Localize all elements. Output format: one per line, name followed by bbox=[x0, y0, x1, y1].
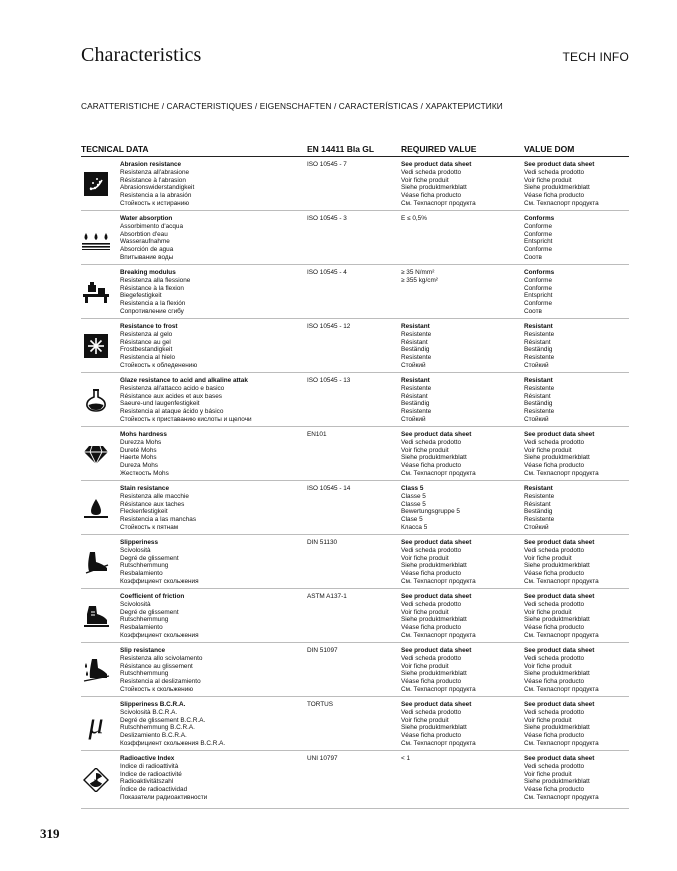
cell-line: См. Техпаспорт продукта bbox=[524, 631, 599, 639]
table-row bbox=[81, 751, 629, 809]
cell-line: Véase ficha producto bbox=[524, 786, 585, 794]
cell-line: Siehe produktmerkblatt bbox=[401, 454, 467, 462]
table-row bbox=[81, 265, 629, 319]
cell-line: ISO 10545 - 12 bbox=[307, 323, 351, 330]
cell-line: Siehe produktmerkblatt bbox=[524, 454, 590, 462]
cell-line: Degré de glissement bbox=[120, 608, 179, 616]
cell-line: Vedi scheda prodotto bbox=[401, 654, 462, 662]
row-standard-cell bbox=[307, 755, 338, 763]
cell-line: Voir fiche produit bbox=[401, 554, 449, 562]
cell-line: Vedi scheda prodotto bbox=[524, 438, 585, 446]
cell-line: See product data sheet bbox=[401, 701, 472, 708]
row-value-dom-cell bbox=[524, 485, 554, 532]
cell-line: ISO 10545 - 14 bbox=[307, 485, 351, 492]
cell-line: Glaze resistance to acid and alkaline attak bbox=[120, 377, 248, 384]
cell-line: Vedi scheda prodotto bbox=[524, 546, 585, 554]
cell-line: Resistente bbox=[401, 354, 432, 362]
cell-line: Wasseraufnahme bbox=[120, 238, 170, 246]
row-name-cell bbox=[120, 593, 199, 640]
cell-line: Voir fiche produit bbox=[524, 554, 572, 562]
cell-line: Siehe produktmerkblatt bbox=[524, 778, 590, 786]
cell-line: Voir fiche produit bbox=[524, 716, 572, 724]
cell-line: См. Техпаспорт продукта bbox=[524, 199, 599, 207]
row-standard-cell bbox=[307, 485, 350, 493]
cell-line: Показатели радиоактивности bbox=[120, 793, 208, 801]
row-value-dom-cell bbox=[524, 269, 554, 316]
row-standard-cell bbox=[307, 647, 338, 655]
cell-line: Véase ficha producto bbox=[524, 732, 585, 740]
cell-line: Assorbimento d'acqua bbox=[120, 222, 184, 230]
cell-line: Resistenza al gelo bbox=[120, 330, 173, 338]
cell-line: Conforme bbox=[524, 276, 553, 284]
row-required-value-cell bbox=[401, 161, 476, 208]
cell-line: Véase ficha producto bbox=[524, 678, 585, 686]
cell-line: Сопротивление сгибу bbox=[120, 307, 184, 315]
cell-line: Vedi scheda prodotto bbox=[401, 708, 462, 716]
row-required-value-cell bbox=[401, 269, 438, 285]
cell-line: Radioaktivitätszahl bbox=[120, 778, 174, 786]
cell-line: Conforme bbox=[524, 284, 553, 292]
cell-line: Conforme bbox=[524, 222, 553, 230]
cell-line: See product data sheet bbox=[401, 431, 472, 438]
cell-line: Résistant bbox=[524, 392, 551, 400]
cell-line: Коэффициент скольжения bbox=[120, 631, 199, 639]
cell-line: ASTM A137-1 bbox=[307, 593, 347, 600]
cell-line: Durezza Mohs bbox=[120, 438, 162, 446]
cell-line: Resistente bbox=[524, 384, 555, 392]
cell-line: См. Техпаспорт продукта bbox=[401, 631, 476, 639]
cell-line: Classe 5 bbox=[401, 492, 426, 500]
mu-symbol-icon bbox=[81, 707, 111, 740]
cell-line: See product data sheet bbox=[524, 755, 595, 762]
cell-line: См. Техпаспорт продукта bbox=[524, 469, 599, 477]
cell-line: Deslizamiento B.C.R.A. bbox=[120, 732, 187, 740]
cell-line: Resistance to frost bbox=[120, 323, 178, 330]
cell-line: Resistente bbox=[401, 384, 432, 392]
cell-line: Entspricht bbox=[524, 238, 553, 246]
cell-line: Degré de glissement bbox=[120, 554, 179, 562]
cell-line: See product data sheet bbox=[401, 539, 472, 546]
cell-line: Resistant bbox=[524, 485, 553, 492]
cell-line: See product data sheet bbox=[524, 431, 595, 438]
cell-line: Впитывание воды bbox=[120, 253, 174, 261]
cell-line: Стойкость к приставанию кислоты и щелочи bbox=[120, 415, 252, 423]
cell-line: Scivolosità bbox=[120, 546, 151, 554]
cell-line: Resistencia al deslizamiento bbox=[120, 678, 201, 686]
row-value-dom-cell bbox=[524, 593, 599, 640]
cell-line: Класса 5 bbox=[401, 523, 428, 531]
cell-line: Conforme bbox=[524, 246, 553, 254]
cell-line: Scivolosità bbox=[120, 600, 151, 608]
row-value-dom-cell bbox=[524, 539, 599, 586]
characteristics-table bbox=[81, 144, 629, 809]
cell-line: Bewertungsgruppe 5 bbox=[401, 508, 460, 516]
cell-line: Resistant bbox=[401, 323, 430, 330]
cell-line: Vedi scheda prodotto bbox=[524, 708, 585, 716]
cell-line: Véase ficha producto bbox=[524, 570, 585, 578]
row-name-cell bbox=[120, 377, 252, 424]
cell-line: Resistencia a las manchas bbox=[120, 516, 197, 524]
cell-line: Véase ficha producto bbox=[524, 192, 585, 200]
row-name-cell bbox=[120, 485, 196, 532]
row-value-dom-cell bbox=[524, 377, 554, 424]
cell-line: Frostbestandigkeit bbox=[120, 346, 173, 354]
cell-line: См. Техпаспорт продукта bbox=[524, 793, 599, 801]
cell-line: Resistente bbox=[524, 516, 555, 524]
cell-line: Clase 5 bbox=[401, 516, 423, 524]
cell-line: Véase ficha producto bbox=[401, 570, 462, 578]
cell-line: Radioactive Index bbox=[120, 755, 175, 762]
cell-line: Voir fiche produit bbox=[401, 608, 449, 616]
cell-line: Siehe produktmerkblatt bbox=[401, 724, 467, 732]
cell-line: Absorbtion d'eau bbox=[120, 230, 168, 238]
cell-line: Siehe produktmerkblatt bbox=[524, 616, 590, 624]
cell-line: Resistenza alla flessione bbox=[120, 276, 191, 284]
cell-line: Resistente bbox=[524, 330, 555, 338]
cell-line: Resistenza allo scivolamento bbox=[120, 654, 203, 662]
row-name-cell bbox=[120, 215, 183, 262]
column-header-required-value: REQUIRED VALUE bbox=[401, 144, 477, 154]
cell-line: Conforms bbox=[524, 215, 555, 222]
cell-line: Resistente bbox=[524, 492, 555, 500]
cell-line: Vedi scheda prodotto bbox=[401, 600, 462, 608]
cell-line: Entspricht bbox=[524, 292, 553, 300]
row-value-dom-cell bbox=[524, 755, 599, 802]
cell-line: Véase ficha producto bbox=[524, 624, 585, 632]
row-standard-cell bbox=[307, 593, 347, 601]
row-value-dom-cell bbox=[524, 161, 599, 208]
cell-line: См. Техпаспорт продукта bbox=[401, 739, 476, 747]
cell-line: ≥ 35 N/mm² bbox=[401, 269, 435, 276]
cell-line: Biegefestigkeit bbox=[120, 292, 162, 300]
cell-line: Стойкий bbox=[401, 415, 426, 423]
row-standard-cell bbox=[307, 215, 347, 223]
row-name-cell bbox=[120, 161, 194, 208]
row-standard-cell bbox=[307, 539, 337, 547]
diamond-icon bbox=[81, 442, 111, 466]
cell-line: Water absorption bbox=[120, 215, 173, 222]
cell-line: Voir fiche produit bbox=[524, 662, 572, 670]
cell-line: Жесткость Mohs bbox=[120, 469, 169, 477]
cell-line: См. Техпаспорт продукта bbox=[524, 685, 599, 693]
cell-line: Abrasion resistance bbox=[120, 161, 182, 168]
column-header-technical-data: TECNICAL DATA bbox=[81, 144, 149, 154]
cell-line: EN101 bbox=[307, 431, 327, 438]
table-row bbox=[81, 157, 629, 211]
cell-line: ISO 10545 - 3 bbox=[307, 215, 347, 222]
row-required-value-cell bbox=[401, 539, 476, 586]
cell-line: Resistant bbox=[524, 377, 553, 384]
cell-line: Beständig bbox=[524, 508, 553, 516]
cell-line: Breaking modulus bbox=[120, 269, 176, 276]
cell-line: Degré de glissement B.C.R.A. bbox=[120, 716, 206, 724]
wet-foot-icon bbox=[81, 658, 111, 682]
acid-flask-icon bbox=[81, 388, 111, 412]
cell-line: Resbalamiento bbox=[120, 624, 163, 632]
table-row bbox=[81, 481, 629, 535]
cell-line: See product data sheet bbox=[524, 593, 595, 600]
cell-line: Mohs hardness bbox=[120, 431, 167, 438]
row-name-cell bbox=[120, 647, 202, 694]
cell-line: See product data sheet bbox=[401, 647, 472, 654]
cell-line: Résistant bbox=[401, 338, 428, 346]
cell-line: Voir fiche produit bbox=[524, 608, 572, 616]
cell-line: DIN 51097 bbox=[307, 647, 338, 654]
radioactive-icon bbox=[81, 768, 111, 792]
row-standard-cell bbox=[307, 269, 347, 277]
cell-line: См. Техпаспорт продукта bbox=[401, 577, 476, 585]
cell-line: Slipperiness B.C.R.A. bbox=[120, 701, 186, 708]
cell-line: Conforme bbox=[524, 300, 553, 308]
cell-line: Resistente bbox=[401, 408, 432, 416]
cell-line: UNI 10797 bbox=[307, 755, 338, 762]
cell-line: Véase ficha producto bbox=[401, 624, 462, 632]
cell-line: Vedi scheda prodotto bbox=[401, 168, 462, 176]
cell-line: Voir fiche produit bbox=[401, 446, 449, 454]
column-header-standard: EN 14411 Bla GL bbox=[307, 144, 375, 154]
cell-line: Siehe produktmerkblatt bbox=[401, 184, 467, 192]
cell-line: ≥ 355 kg/cm² bbox=[401, 276, 438, 284]
cell-line: Vedi scheda prodotto bbox=[524, 762, 585, 770]
cell-line: Résistance à l'abrasion bbox=[120, 176, 186, 184]
cell-line: Résistance aux taches bbox=[120, 500, 185, 508]
row-required-value-cell bbox=[401, 431, 476, 478]
row-value-dom-cell bbox=[524, 701, 599, 748]
cell-line: Vedi scheda prodotto bbox=[401, 438, 462, 446]
cell-line: Indice di radioattività bbox=[120, 762, 179, 770]
cell-line: Coefficient of friction bbox=[120, 593, 185, 600]
cell-line: См. Техпаспорт продукта bbox=[401, 469, 476, 477]
slip-foot-icon bbox=[81, 550, 111, 574]
cell-line: ISO 10545 - 7 bbox=[307, 161, 347, 168]
cell-line: See product data sheet bbox=[524, 647, 595, 654]
page-subtitle: CARATTERISTICHE / CARACTERISTIQUES / EIGENSCHAFTEN / CARACTERÍSTICAS / ХАРАКТЕРИСТИКИ bbox=[81, 101, 503, 111]
cell-line: E ≤ 0,5% bbox=[401, 215, 427, 222]
table-header bbox=[81, 144, 629, 157]
table-body bbox=[81, 157, 629, 809]
row-required-value-cell bbox=[401, 323, 431, 370]
cell-line: Scivolosità B.C.R.A. bbox=[120, 708, 178, 716]
cell-line: Slipperiness bbox=[120, 539, 159, 546]
table-row bbox=[81, 697, 629, 751]
cell-line: Resistente bbox=[524, 408, 555, 416]
cell-line: См. Техпаспорт продукта bbox=[401, 685, 476, 693]
cell-line: Beständig bbox=[401, 400, 430, 408]
table-row bbox=[81, 589, 629, 643]
cell-line: See product data sheet bbox=[401, 593, 472, 600]
cell-line: Siehe produktmerkblatt bbox=[524, 670, 590, 678]
cell-line: Resistenza all'abrasione bbox=[120, 168, 190, 176]
row-required-value-cell bbox=[401, 485, 460, 532]
row-standard-cell bbox=[307, 323, 350, 331]
cell-line: Dureté Mohs bbox=[120, 446, 157, 454]
cell-line: Resistant bbox=[401, 377, 430, 384]
cell-line: Saeure-und laugenfestigkeit bbox=[120, 400, 200, 408]
cell-line: Résistance aux acides et aux bases bbox=[120, 392, 222, 400]
row-required-value-cell bbox=[401, 701, 476, 748]
cell-line: Siehe produktmerkblatt bbox=[524, 184, 590, 192]
row-value-dom-cell bbox=[524, 215, 554, 262]
table-row bbox=[81, 427, 629, 481]
row-name-cell bbox=[120, 701, 225, 748]
cell-line: ISO 10545 - 4 bbox=[307, 269, 347, 276]
cell-line: Стойкость к пятнам bbox=[120, 523, 179, 531]
cell-line: Vedi scheda prodotto bbox=[401, 546, 462, 554]
cell-line: Voir fiche produit bbox=[524, 446, 572, 454]
cell-line: Résistance au gel bbox=[120, 338, 171, 346]
cell-line: See product data sheet bbox=[524, 161, 595, 168]
stain-drop-icon bbox=[81, 496, 111, 520]
cell-line: Voir fiche produit bbox=[524, 176, 572, 184]
row-value-dom-cell bbox=[524, 323, 554, 370]
cell-line: Resistenza all'attacco acido e basico bbox=[120, 384, 225, 392]
cell-line: Rutschhemmung B.C.R.A. bbox=[120, 724, 195, 732]
row-name-cell bbox=[120, 323, 197, 370]
cell-line: Voir fiche produit bbox=[401, 662, 449, 670]
cell-line: Стойкий bbox=[401, 361, 426, 369]
cell-line: Voir fiche produit bbox=[524, 770, 572, 778]
cell-line: Resistencia al hielo bbox=[120, 354, 176, 362]
cell-line: См. Техпаспорт продукта bbox=[524, 577, 599, 585]
cell-line: Rutschhemmung bbox=[120, 562, 169, 570]
column-header-value-dom: VALUE DOM bbox=[524, 144, 575, 154]
cell-line: ISO 10545 - 13 bbox=[307, 377, 351, 384]
cell-line: См. Техпаспорт продукта bbox=[524, 739, 599, 747]
shoe-friction-icon bbox=[81, 604, 111, 628]
cell-line: Abrasionswiderstandigkeit bbox=[120, 184, 195, 192]
cell-line: Véase ficha producto bbox=[401, 462, 462, 470]
row-name-cell bbox=[120, 539, 199, 586]
mu-symbol-icon: μ bbox=[88, 707, 104, 740]
cell-line: Стойкий bbox=[524, 415, 549, 423]
table-row bbox=[81, 319, 629, 373]
cell-line: Vedi scheda prodotto bbox=[524, 168, 585, 176]
cell-line: Resistencia a la flexión bbox=[120, 300, 186, 308]
cell-line: Résistance au glissement bbox=[120, 662, 193, 670]
table-row bbox=[81, 643, 629, 697]
cell-line: Siehe produktmerkblatt bbox=[524, 562, 590, 570]
page-title: Characteristics bbox=[81, 44, 202, 66]
section-label: TECH INFO bbox=[562, 50, 629, 64]
cell-line: Resistente bbox=[401, 330, 432, 338]
cell-line: Dureza Mohs bbox=[120, 462, 159, 470]
cell-line: Siehe produktmerkblatt bbox=[401, 616, 467, 624]
cell-line: Стойкий bbox=[524, 523, 549, 531]
cell-line: Стойкий bbox=[524, 361, 549, 369]
cell-line: Véase ficha producto bbox=[401, 192, 462, 200]
cell-line: Vedi scheda prodotto bbox=[524, 600, 585, 608]
cell-line: Conforms bbox=[524, 269, 555, 276]
row-required-value-cell bbox=[401, 647, 476, 694]
cell-line: Classe 5 bbox=[401, 500, 426, 508]
row-name-cell bbox=[120, 269, 190, 316]
cell-line: Résistant bbox=[524, 500, 551, 508]
cell-line: Resistencia al ataque ácido y básico bbox=[120, 408, 224, 416]
breaking-modulus-icon bbox=[81, 280, 111, 304]
water-absorption-icon bbox=[81, 226, 111, 250]
cell-line: Slip resistance bbox=[120, 647, 166, 654]
cell-line: Resistenza alle macchie bbox=[120, 492, 189, 500]
cell-line: Vedi scheda prodotto bbox=[524, 654, 585, 662]
cell-line: См. Техпаспорт продукта bbox=[401, 199, 476, 207]
cell-line: Voir fiche produit bbox=[401, 176, 449, 184]
cell-line: Stain resistance bbox=[120, 485, 170, 492]
row-value-dom-cell bbox=[524, 431, 599, 478]
cell-line: Fleckenfestigkeit bbox=[120, 508, 168, 516]
cell-line: Стойкость к скольжению bbox=[120, 685, 194, 693]
cell-line: Соотв bbox=[524, 307, 542, 315]
cell-line: See product data sheet bbox=[524, 701, 595, 708]
cell-line: DIN 51130 bbox=[307, 539, 338, 546]
cell-line: < 1 bbox=[401, 755, 411, 762]
cell-line: TORTUS bbox=[307, 701, 334, 708]
cell-line: Стойкость к обледенению bbox=[120, 361, 198, 369]
row-required-value-cell bbox=[401, 593, 476, 640]
cell-line: Коэффициент скольжения bbox=[120, 577, 199, 585]
cell-line: Índice de radioactividad bbox=[120, 786, 188, 794]
cell-line: Siehe produktmerkblatt bbox=[401, 670, 467, 678]
cell-line: Resbalamiento bbox=[120, 570, 163, 578]
table-row bbox=[81, 535, 629, 589]
cell-line: Véase ficha producto bbox=[401, 732, 462, 740]
cell-line: Стойкость к истиранию bbox=[120, 199, 190, 207]
table-row bbox=[81, 211, 629, 265]
cell-line: Résistance à la flexion bbox=[120, 284, 184, 292]
cell-line: Conforme bbox=[524, 230, 553, 238]
cell-line: Beständig bbox=[524, 400, 553, 408]
cell-line: Rutschhemmung bbox=[120, 670, 169, 678]
row-standard-cell bbox=[307, 701, 333, 709]
cell-line: Resistencia a la abrasión bbox=[120, 192, 192, 200]
row-value-dom-cell bbox=[524, 647, 599, 694]
cell-line: Absorción de agua bbox=[120, 246, 174, 254]
cell-line: See product data sheet bbox=[524, 539, 595, 546]
row-standard-cell bbox=[307, 161, 347, 169]
cell-line: Voir fiche produit bbox=[401, 716, 449, 724]
cell-line: Коэффициент скольжения B.C.R.A. bbox=[120, 739, 226, 747]
cell-line: Haerte Mohs bbox=[120, 454, 157, 462]
page-number: 319 bbox=[40, 826, 60, 841]
cell-line: Beständig bbox=[401, 346, 430, 354]
cell-line: Indice de radioactivité bbox=[120, 770, 182, 778]
cell-line: See product data sheet bbox=[401, 161, 472, 168]
cell-line: Résistant bbox=[401, 392, 428, 400]
table-row bbox=[81, 373, 629, 427]
cell-line: Resistente bbox=[524, 354, 555, 362]
cell-line: Véase ficha producto bbox=[401, 678, 462, 686]
abrasion-icon bbox=[81, 172, 111, 196]
row-name-cell bbox=[120, 431, 169, 478]
row-required-value-cell bbox=[401, 755, 410, 763]
cell-line: Соотв bbox=[524, 253, 542, 261]
cell-line: Siehe produktmerkblatt bbox=[524, 724, 590, 732]
cell-line: Beständig bbox=[524, 346, 553, 354]
frost-icon bbox=[81, 334, 111, 358]
row-required-value-cell bbox=[401, 377, 431, 424]
cell-line: Siehe produktmerkblatt bbox=[401, 562, 467, 570]
cell-line: Véase ficha producto bbox=[524, 462, 585, 470]
row-name-cell bbox=[120, 755, 207, 802]
cell-line: Class 5 bbox=[401, 485, 424, 492]
row-required-value-cell bbox=[401, 215, 427, 223]
cell-line: Resistant bbox=[524, 323, 553, 330]
row-standard-cell bbox=[307, 377, 350, 385]
cell-line: Résistant bbox=[524, 338, 551, 346]
row-standard-cell bbox=[307, 431, 327, 439]
cell-line: Rutschhemmung bbox=[120, 616, 169, 624]
